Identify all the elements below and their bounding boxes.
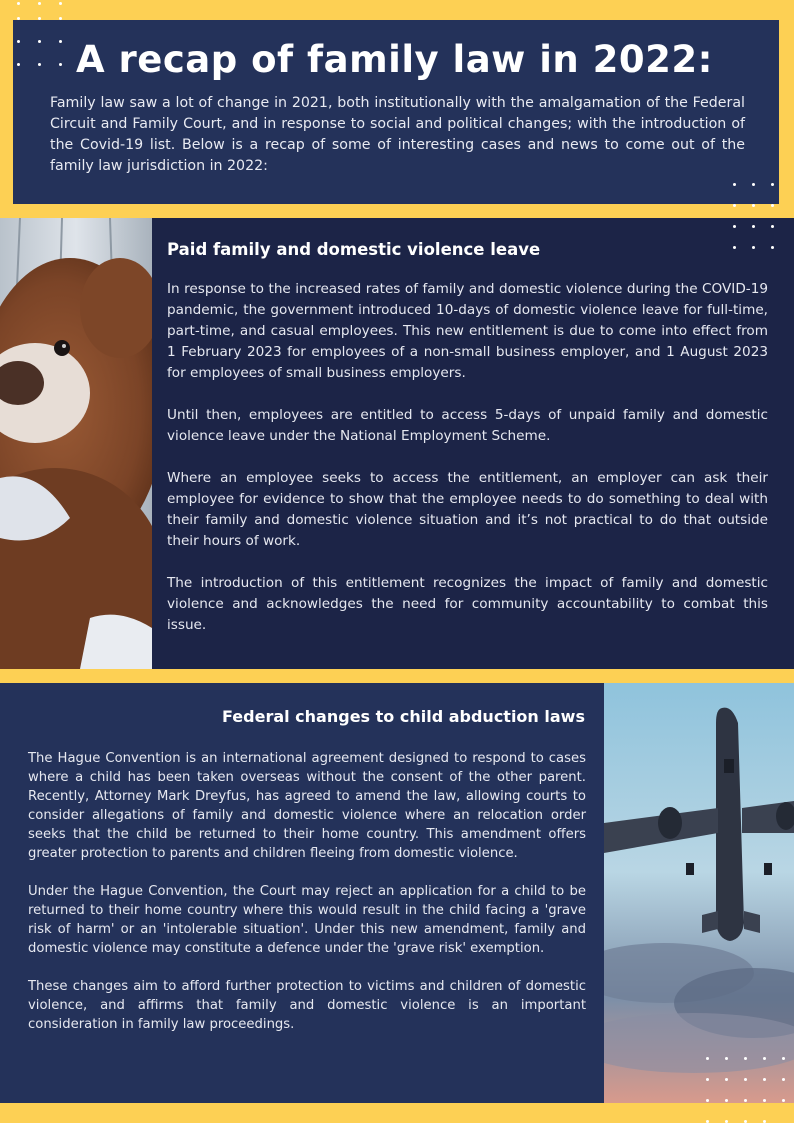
section1-paragraph: Until then, employees are entitled to access 5-days of unpaid family and domestic violence leave under the National Employment Scheme. bbox=[167, 407, 768, 444]
section1-body bbox=[167, 279, 768, 657]
section1-paragraph: Where an employee seeks to access the entitlement, an employer can ask their employee for evidence to show that the employee needs to do something to deal with their family and domestic violence situation and it’s not practical to do that outside their hours of work. bbox=[167, 470, 768, 549]
section2-paragraph: The Hague Convention is an international agreement designed to respond to cases where a child has been taken overseas without the consent of the other parent. Recently, Attorney Mark Dreyfus, has agreed to amend the law, allowing courts to consider allegations of family and domestic violence where an relocation order seeks that the child be returned to their home country. This amendment offers greater protection to parents and children fleeing from domestic violence. bbox=[28, 751, 586, 861]
section2-paragraph: Under the Hague Convention, the Court may reject an application for a child to be returned to their home country where this would result in the child facing a 'grave risk of harm' or an 'intolerable situation'. Under this new amendment, family and domestic violence may constitute a defence under the 'grave risk' exemption. bbox=[28, 884, 586, 956]
page-title: A recap of family law in 2022: bbox=[76, 38, 713, 81]
intro-paragraph: Family law saw a lot of change in 2021, both institutionally with the amalgamation of the Federal Circuit and Family Court, and in response to social and political changes; with the introduction of the Covid-19 list. Below is a recap of some of interesting cases and news to come out of the family law jurisdiction in 2022: bbox=[50, 95, 745, 174]
section1-title: Paid family and domestic violence leave bbox=[167, 240, 541, 259]
section2-title: Federal changes to child abduction laws bbox=[222, 707, 585, 726]
airplane-photo bbox=[604, 683, 794, 1103]
section1-paragraph: In response to the increased rates of family and domestic violence during the COVID-19 pandemic, the government introduced 10-days of domestic violence leave for full-time, part-time, and casual employees. This new entitlement is due to come into effect from 1 February 2023 for employees of a non-small business employer, and 1 August 2023 for employees of small business employers. bbox=[167, 281, 768, 381]
section2-body bbox=[28, 749, 586, 1053]
section1-paragraph: The introduction of this entitlement recognizes the impact of family and domestic violence and acknowledges the need for community accountability to combat this issue. bbox=[167, 575, 768, 633]
section2-paragraph: These changes aim to afford further protection to victims and children of domestic violence, and affirms that family and domestic violence is an important consideration in family law proceedings. bbox=[28, 979, 586, 1032]
teddy-bear-photo bbox=[0, 218, 152, 669]
